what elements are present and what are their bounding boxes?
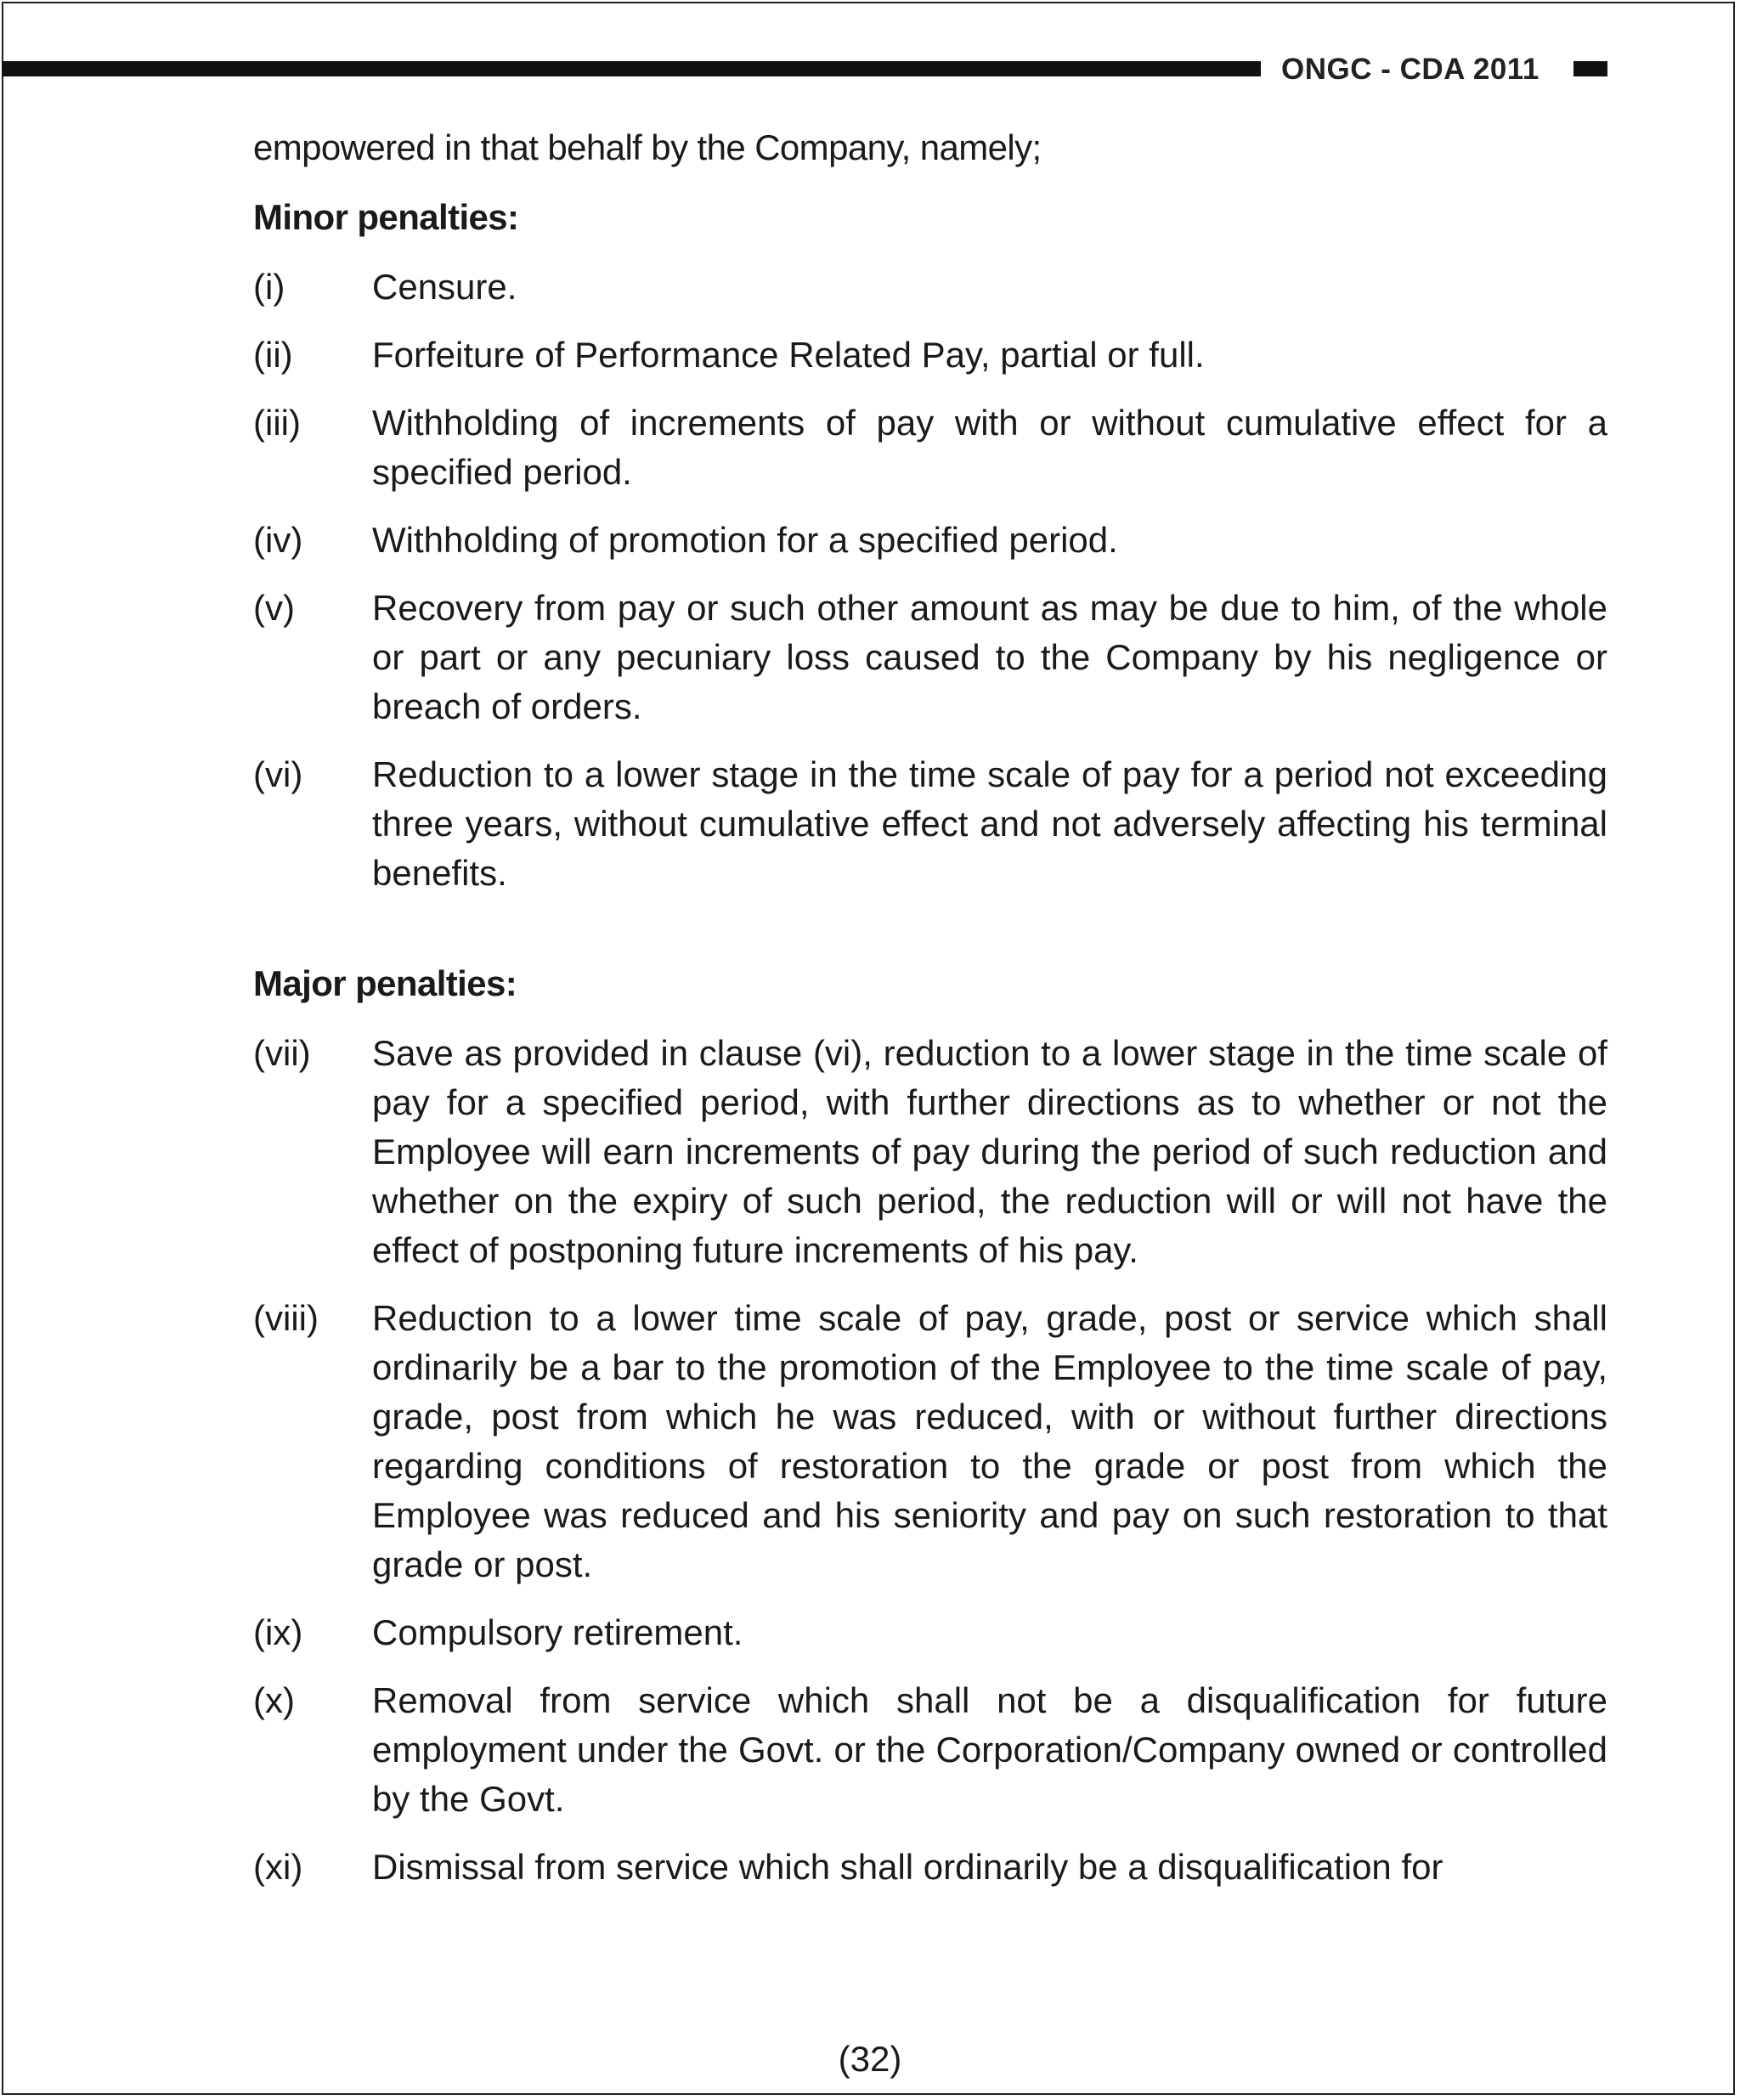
list-item bbox=[253, 262, 1607, 312]
item-number: (iii) bbox=[253, 403, 301, 443]
item-number: (vii) bbox=[253, 1033, 311, 1073]
list-item bbox=[253, 1843, 1607, 1892]
item-number: (x) bbox=[253, 1680, 295, 1720]
item-number: (vi) bbox=[253, 754, 303, 794]
item-text: Withholding of promotion for a specified period. bbox=[372, 520, 1118, 560]
major-penalties-heading: Major penalties: bbox=[253, 963, 517, 1003]
page-number: (32) bbox=[838, 2039, 902, 2079]
item-text: Compulsory retirement. bbox=[372, 1612, 743, 1652]
list-item bbox=[253, 1029, 1607, 1275]
list-item bbox=[253, 1676, 1607, 1824]
list-item bbox=[253, 1608, 1607, 1657]
document-header-title: ONGC - CDA 2011 bbox=[1281, 53, 1539, 86]
item-number: (ix) bbox=[253, 1612, 303, 1652]
item-text: Dismissal from service which shall ordinarily be a disqualification for bbox=[372, 1847, 1443, 1887]
item-text: Recovery from pay or such other amount as may be due to him, of the whole or part or any pecuniary loss caused to the Company by his negligence or breach of orders. bbox=[372, 588, 1607, 726]
list-item bbox=[253, 516, 1607, 565]
intro-text: empowered in that behalf by the Company, namely; bbox=[253, 127, 1042, 167]
header-rule-left bbox=[2, 61, 1261, 76]
list-item bbox=[253, 750, 1607, 898]
item-number: (xi) bbox=[253, 1847, 303, 1887]
item-text: Forfeiture of Performance Related Pay, partial or full. bbox=[372, 335, 1205, 375]
item-text: Reduction to a lower stage in the time scale of pay for a period not exceeding three years, without cumulative effect and not adversely affecting his terminal benefits. bbox=[372, 754, 1607, 893]
item-number: (iv) bbox=[253, 520, 303, 560]
item-number: (ii) bbox=[253, 335, 293, 375]
item-number: (v) bbox=[253, 588, 295, 628]
list-item bbox=[253, 398, 1607, 497]
minor-penalties-heading: Minor penalties: bbox=[253, 197, 519, 237]
list-item bbox=[253, 584, 1607, 731]
header-rule-right bbox=[1573, 61, 1607, 76]
item-text: Censure. bbox=[372, 267, 517, 307]
page-content bbox=[253, 123, 1607, 1911]
item-number: (viii) bbox=[253, 1298, 319, 1338]
list-item bbox=[253, 1294, 1607, 1589]
item-text: Reduction to a lower time scale of pay, grade, post or service which shall ordinarily be a bar to the promotion of the Employee to the time scale of pay, grade, post from which he was reduced, with or without further directions regarding conditions of restoration to the grade or post from which the Employee was reduced and his seniority and pay on such restoration to that grade or post. bbox=[372, 1298, 1607, 1584]
item-text: Removal from service which shall not be a disqualification for future employment under the Govt. or the Corporation/Company owned or controlled by the Govt. bbox=[372, 1680, 1607, 1819]
item-text: Save as provided in clause (vi), reduction to a lower stage in the time scale of pay for a specified period, with further directions as to whether or not the Employee will earn increments of pay during the period of such reduction and whether on the expiry of such period, the reduction will or will not have the effect of postponing future increments of his pay. bbox=[372, 1033, 1607, 1270]
list-item bbox=[253, 330, 1607, 380]
item-text: Withholding of increments of pay with or without cumulative effect for a specified period. bbox=[372, 403, 1607, 492]
item-number: (i) bbox=[253, 267, 285, 307]
